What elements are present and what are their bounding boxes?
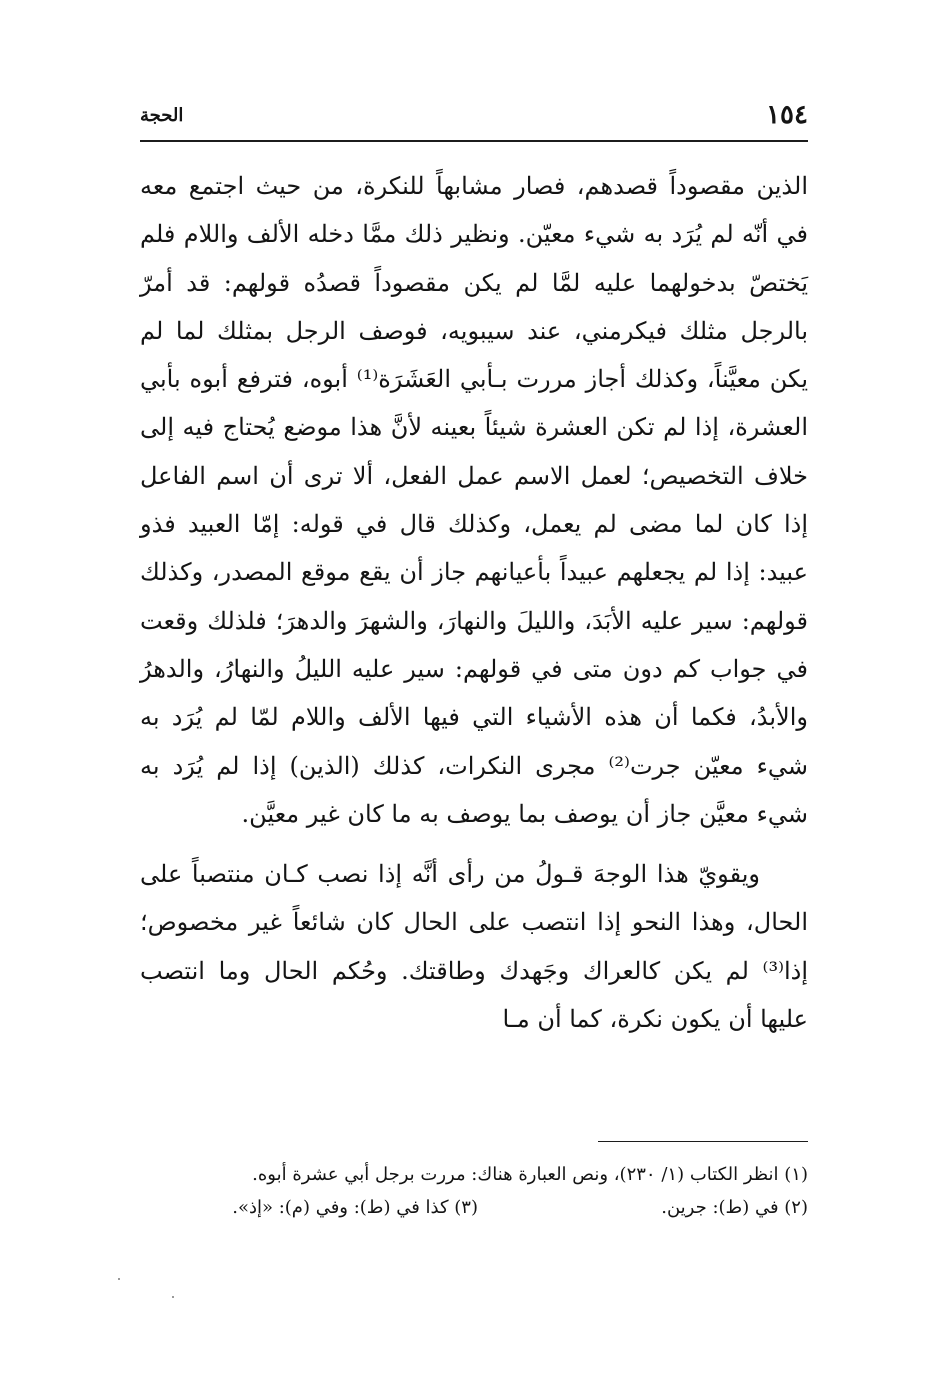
running-title: الحجة	[140, 105, 184, 126]
paragraph-1: الذين مقصوداً قصدهم، فصار مشابهاً للنكرة، من حيث اجتمع معه في أنّه لم يُرَد به شيء معيّن. ونظير ذلك ممَّا دخله الألف واللام فلم يَختصّ بدخولهما عليه لمَّا لم يكن مقصوداً قصدُه قولهم: قد أمرّ بالرجل مثلك فيكرمني، عند سيبويه، فوصف الرجل بمثلك لما لم يكن معيَّناً، وكذلك أجاز مررت بـأبي العَشَرَة⁽¹⁾ أبوه، فترفع أبوه بأبي العشرة، إذا لم تكن العشرة شيئاً بعينه لأنَّ هذا موضع يُحتاج فيه إلى خلاف التخصيص؛ لعمل الاسم عمل الفعل، ألا ترى أن اسم الفاعل إذا كان لما مضى لم يعمل، وكذلك قال في قوله: إمّا العبيد فذو عبيد: إذا لم يجعلهم عبيداً بأعيانهم جاز أن يقع موقع المصدر، وكذلك قولهم: سير عليه الأبَدَ، والليلَ والنهارَ، والشهرَ والدهرَ؛ فلذلك وقعت في جواب كم دون متى في قولهم: سير عليه الليلُ والنهارُ، والدهرُ والأبدُ، فكما أن هذه الأشياء التي فيها الألف واللام لمّا لم يُرَد به شيء معيّن جرت⁽²⁾ مجرى النكرات، كذلك (الذين) إذا لم يُرَد به شيء معيَّن جاز أن يوصف بما يوصف به ما كان غير معيَّن.	[140, 172, 808, 828]
running-header	[140, 100, 808, 140]
main-text	[140, 162, 808, 1043]
paragraph-2: ويقويّ هذا الوجهَ قـولُ من رأى أنَّه إذا نصب كـان منتصباً على الحال، وهذا النحو إذا انتصب على الحال كان شائعاً غير مخصوص؛ إذا⁽³⁾ لم يكن كالعراك وجَهدك وطاقتك. وحُكم الحال وما انتصب عليها أن يكون نكرة، كما أن مـا	[140, 860, 808, 1034]
footnote-3: (٣) كذا في (ط): وفي (م): «إذ».	[232, 1197, 478, 1218]
footnote-divider	[598, 1141, 808, 1142]
footnote-row	[140, 1191, 808, 1224]
header-divider	[140, 140, 808, 142]
footnote-1: (١) انظر الكتاب (١/ ٢٣٠)، ونص العبارة هناك: مررت برجل أبي عشرة أبوه.	[252, 1164, 808, 1185]
footnotes	[140, 1158, 808, 1224]
footnote-2: (٢) في (ط): جرين.	[661, 1197, 808, 1218]
scan-speck	[118, 1278, 120, 1280]
page-number: ١٥٤	[766, 100, 808, 130]
scan-speck	[172, 1296, 174, 1298]
